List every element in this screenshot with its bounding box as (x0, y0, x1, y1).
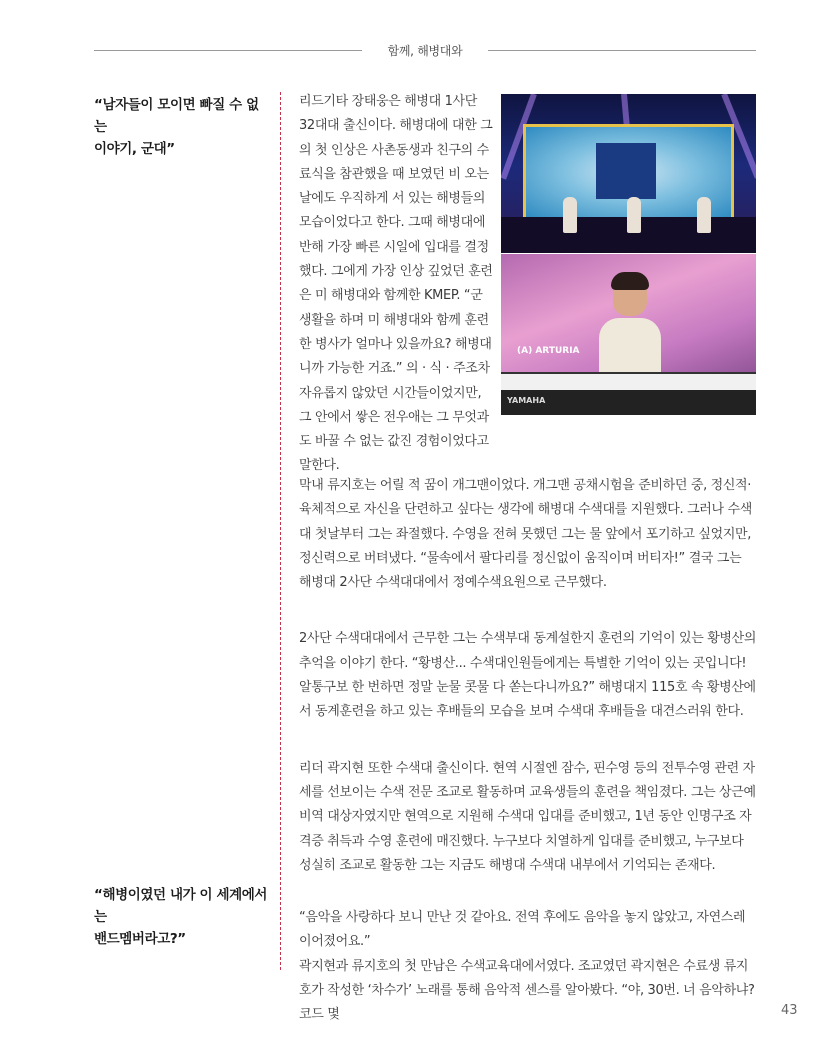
keyboardist-photo (501, 254, 756, 415)
column-divider (280, 92, 281, 970)
body-text-main (299, 474, 757, 1028)
concert-stage-photo (501, 94, 756, 253)
header-rule-right (488, 50, 756, 51)
lower-keyboard (501, 390, 756, 415)
body-paragraph-kwak: 리더 곽지현 또한 수색대 출신이다. 현역 시절엔 잠수, 핀수영 등의 전투수영 관련 자세를 선보이는 수색 전문 조교로 활동하며 교육생들의 훈련을 책임졌다. 그는 상근예비역 대상자였지만 현역으로 지원해 수색대 입대를 준비했고, 1년 동안 인명구조 자격증 취득과 수영 훈련에 매진했다. 누구보다 치열하게 입대를 준비했고, 누구보다 성실히 조교로 활동한 그는 지금도 해병대 수색대 내부에서 기억되는 존재다. (299, 760, 756, 873)
section-title: 함께, 해병대와 (387, 44, 463, 58)
body-paragraph-ryu: 막내 류지호는 어릴 적 꿈이 개그맨이었다. 개그맨 공채시험을 준비하던 중, 정신적·육체적으로 자신을 단련하고 싶다는 생각에 해병대 수색대를 지원했다. 그러나 수색대 첫날부터 그는 좌절했다. 수영을 전혀 못했던 그는 물 앞에서 포기하고 싶었지만, 정신력으로 버텨냈다. “물속에서 팔다리를 정신없이 움직이며 버티자!” 결국 그는 해병대 2사단 수색대대에서 정예수색요원으로 근무했다. (299, 478, 752, 591)
keyboard-brand-label: (A) ARTURIA (517, 346, 580, 356)
page-number: 43 (781, 1003, 798, 1018)
body-paragraph-jang: 리드기타 장태웅은 해병대 1사단 32대대 출신이다. 해병대에 대한 그의 첫 인상은 사촌동생과 친구의 수료식을 참관했을 때 보였던 비 오는 날에도 우직하게 서 있는 해병들의 모습이었다고 한다. 그때 해병대에 반해 가장 빠른 시일에 입대를 결정했다. 그에게 가장 인상 깊었던 훈련은 미 해병대와 함께한 KMEP. “군 생활을 하며 미 해병대와 함께 훈련한 병사가 얼마나 있을까요? 해병대니까 가능한 거죠.” 의 · 식 · 주조차 자유롭지 않았던 시간들이었지만, 그 안에서 쌓은 전우애는 그 무엇과도 바꿀 수 없는 값진 경험이었다고 말한다. (299, 94, 493, 474)
yamaha-label: YAMAHA (507, 396, 546, 405)
keyboardist-hair (611, 272, 649, 290)
keyboardist-figure (599, 276, 661, 386)
screen-artwork (596, 143, 656, 199)
running-header (94, 40, 756, 60)
performer-figure (697, 197, 711, 233)
body-paragraph-band: “음악을 사랑하다 보니 만난 것 같아요. 전역 후에도 음악을 놓지 않았고, 자연스레 이어졌어요.” 곽지현과 류지호의 첫 만남은 수색교육대에서였다. 조교였던 곽지현은 수료생 류지호가 작성한 ‘차수가’ 노래를 통해 음악적 센스를 알아봤다. “야, 30번. 너 음악하냐? 코드 몇 (299, 910, 755, 1023)
performer-figure (563, 197, 577, 233)
sidebar-heading-band-member: “해병이였던 내가 이 세계에서는 밴드멤버라고?” (94, 887, 268, 947)
sidebar-heading-military-talk: “남자들이 모이면 빠질 수 없는 이야기, 군대” (94, 97, 259, 157)
synth-keyboard (501, 372, 756, 390)
performer-figure (627, 197, 641, 233)
body-paragraph-hwangbyeongsan: 2사단 수색대대에서 근무한 그는 수색부대 동계설한지 훈련의 기억이 있는 황병산의 추억을 이야기 한다. “황병산... 수색대인원들에게는 특별한 기억이 있는 곳입니다! 알통구보 한 번하면 정말 눈물 콧물 다 쏟는다니까요?” 해병대지 115호 속 황병산에서 동계훈련을 하고 있는 후배들의 모습을 보며 수색대 후배들을 대견스러워 한다. (299, 631, 757, 720)
